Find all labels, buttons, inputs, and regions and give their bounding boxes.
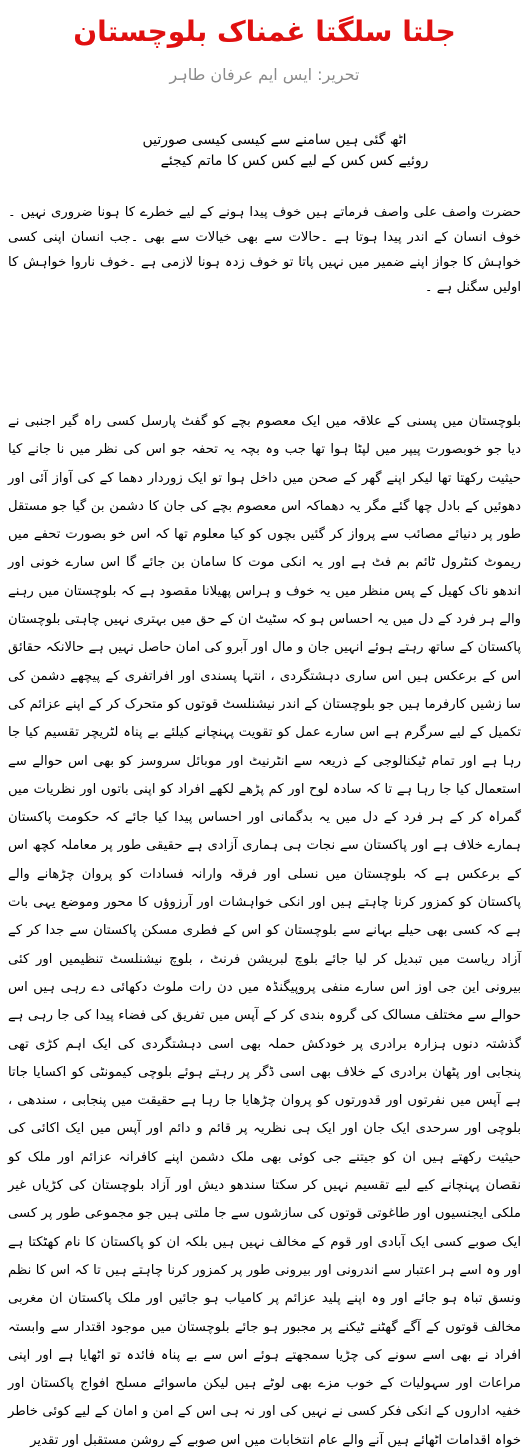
- article-author: تحریر: ایس ایم عرفان طاہر: [169, 65, 360, 84]
- article-paragraph-2: بلوچستان میں پسنی کے علاقہ میں ایک معصوم بچے کو گفٹ پارسل کسی راہ گیر اجنبی نے دیا جو خوبصورت پیپر میں لپٹا ہوا تھا جب وہ بچہ یہ تحفہ جو اس کی نظر میں نا جانے کیا حیثیت رکھتا تھا لیکر اپنے گھر کے صحن میں داخل ہوا تو ایک زوردار دھما کے کی آواز آئی اور دھوئیں کے بادل چھا گئے مگر یہ دھماکہ اس معصوم بچے کی جان کا دشمن بن گیا جو مستقل طور پر دنیائے مصائب سے پرواز کر گئیں بچوں کو کیا معلوم تھا کہ اس خو بصورت تحفے میں ریموٹ کنٹرول ٹائم بم فٹ ہے اور یہ انکی موت کا سامان بن جائے گا اس سارے خونی اور اندھو ناک کھیل کے پس منظر میں یہ خوف و ہراس پھیلانا مقصود ہے کہ بلوچستان میں رہنے والے ہر فرد کے دل میں یہ احساس ہو کہ سٹیٹ ان کے حق میں بہتری نہیں چاہتی بلوچستان پاکستان کے ساتھ رہتے ہوئے انہیں جان و مال اور آبرو کی امان حاصل نہیں ہے حالانکہ حقائق اس کے برعکس ہیں اس ساری دہشتگردی ، انتہا پسندی اور افراتفری کے پیچھے دشمن کی سا زشیں کارفرما ہیں جو بلوچستان کے اندر نیشنلسٹ قوتوں کو متحرک کر کے اپنے عزائم کی تکمیل کے لیے سرگرم ہے اس سارے عمل کو تقویت پہنچانے کیلئے بے پناہ لٹریچر تقسیم کیا جا رہا ہے اور تمام ٹیکنالوجی کے ذریعہ سے انٹرنیٹ اور موبائل سروسز کو بھی اس حوالے سے استعمال کیا جا رہا ہے تا کہ سادہ لوح اور کم پڑھے لکھے افراد کو اپنی باتوں اور نظریات میں گمراہ کر کے ہر فرد کے دل میں یہ بدگمانی اور احساس پیدا کیا جائے کہ حکومت پاکستان ہمارے خلاف ہے اور پاکستان سے نجات ہی ہماری آزادی ہے حقیقی طور پر معاملہ کچھ اس کے برعکس ہے کہ بلوچستان میں نسلی اور فرقہ وارانہ فسادات کو پروان چڑھانے والے پاکستان کو کمزور کرنا چاہتے ہیں اور انکی خواہشات اور آرزوؤں کا محور وموضع یہی بات ہے کہ کسی بھی حیلے بہانے سے بلوچستان کو اس کے فطری مسکن پاکستان سے جدا کر کے آزاد ریاست میں تبدیل کر لیا جائے بلوچ لبریشن فرنٹ ، بلوچ نیشنلسٹ تنظیمیں اور کئی بیرونی این جی اوز اس سارے منفی پروپیگنڈہ میں دن رات ملوث دکھائی دے رہی ہیں اس حوالے سے مختلف مسالک کی گروہ بندی کر کے آپس میں تفریق کی فضاء پیدا کی جا رہی ہے گذشتہ دنوں ہزارہ برادری پر خودکش حملہ بھی اسی دہشتگردی کی ایک اہم کڑی تھی پنجابی اور پٹھان برادری کے خلاف بھی اسی ڈگر پر رہتے ہوئے بلوچی کیمونٹی کو اکسایا جاتا ہے آپس میں نفرتوں اور قدورتوں کو پروان چڑھایا جا رہا ہے حقیقت میں پنجابی ، سندھی ، بلوچی اور سرحدی ایک جان اور ایک ہی نظریہ پر قائم و دائم اور آپس میں ایک اکائی کی حیثیت رکھتے ہیں ان کو جیتنے جی کوئی بھی ملک دشمن اپنے کافرانہ عزائم اور ملک کو نقصان پہنچانے کیے لیے تقسیم نہیں کر سکتا سندھو دیش اور آزاد بلوچستان کی کڑیاں غیر ملکی ایجنسیوں اور طاغوتی قوتوں کی سازشوں سے جا ملتی ہیں جو مجموعی طور پر کسی ایک صوبے کسی ایک آبادی اور قوم کے مخالف نہیں ہیں بلکہ ان کو پاکستان کا نام کھٹکتا ہے اور وہ اسے ہر اعتبار سے اندرونی اور بیرونی طور پر کمزور کرنا چاہتے ہیں تا کہ اس کا نظم ونسق تباہ ہو جائے اور وہ اپنے پلید عزائم پر کامیاب ہو جائیں اور ملک پاکستان ان مغربی مخالف قوتوں کے آگے گھٹنے ٹیکنے پر مجبور ہو جائے بلوچستان میں موجود اقتدار سے وابستہ افراد نے بھی اسے سونے کی چڑیا سمجھتے ہوئے اس سے بے پناہ فائدہ تو اٹھایا ہے اور اپنی مراعات اور سہولیات کے خوب مزے بھی لوٹے ہیں لیکن ماسوائے مسلح افواج پاکستان اور خفیہ اداروں کے انکی فکر کسی نے نہیں کی اور نہ ہی اس کے امن و امان کے لیے کوئی خاطر خواہ اقدامات اٹھائے ہیں آنے والے عام انتخابات میں اس صوبے کے روشن مستقبل اور تقدیر: [8, 414, 521, 1448]
- article-paragraph-1: حضرت واصف علی واصف فرماتے ہیں خوف پیدا ہونے کے لیے خطرے کا ہونا ضروری نہیں ۔خوف انسان کے اندر پیدا ہوتا ہے ۔حالات سے بھی خیالات سے بھی ۔جب انسان اپنی کسی خواہش کا جواز اپنے ضمیر میں نہیں پاتا تو خوف زدہ ہونا لازمی ہے ۔خوف ناروا خواہش کا اولیں سگنل ہے ۔: [8, 205, 521, 295]
- article-title: جلتا سلگتا غمناک بلوچستان: [73, 15, 456, 48]
- verse-line-1: اٹھ گئی ہیں سامنے سے کیسی کیسی صورتیں: [142, 132, 407, 148]
- verse-line-2: روئیے کس کس کے لیے کس کس کا ماتم کیجئے: [160, 153, 429, 169]
